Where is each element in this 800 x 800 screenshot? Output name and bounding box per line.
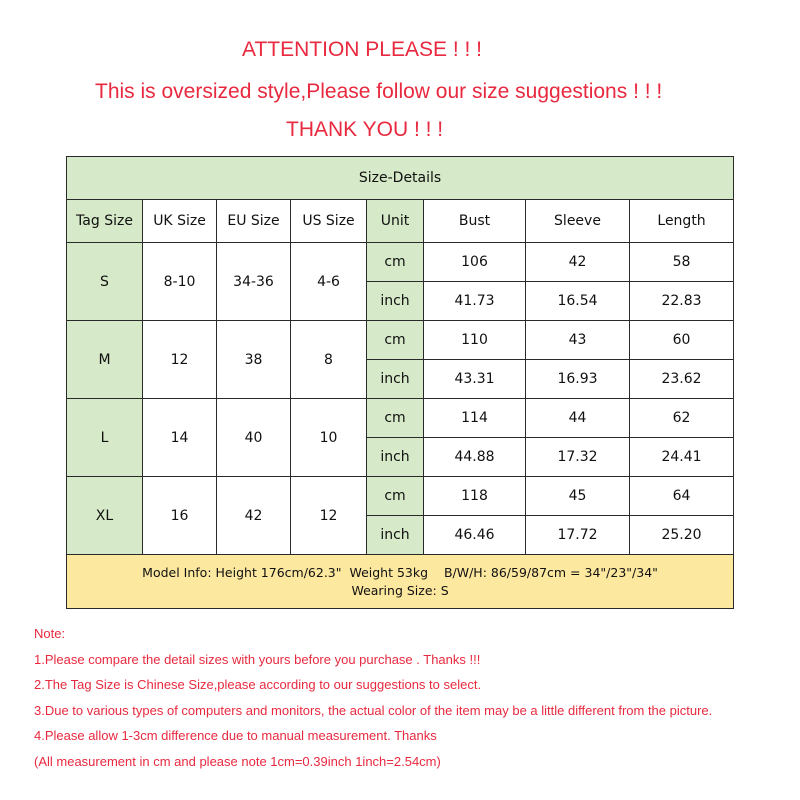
unit-cell: cm [367, 243, 424, 282]
bust-cell: 118 [424, 477, 526, 516]
sleeve-cell: 42 [526, 243, 630, 282]
length-cell: 60 [630, 321, 734, 360]
column-header: Sleeve [526, 200, 630, 243]
column-header: Length [630, 200, 734, 243]
sleeve-cell: 45 [526, 477, 630, 516]
unit-cell: inch [367, 516, 424, 555]
length-cell: 62 [630, 399, 734, 438]
us-size-cell: 4-6 [291, 243, 367, 321]
table-row [67, 399, 734, 438]
model-info-text: Model Info: Height 176cm/62.3" Weight 53kg B/W/H: 86/59/87cm = 34"/23"/34" [142, 564, 658, 580]
sleeve-cell: 43 [526, 321, 630, 360]
sleeve-cell: 16.54 [526, 282, 630, 321]
uk-size-cell: 14 [143, 399, 217, 477]
length-cell: 25.20 [630, 516, 734, 555]
note-item: 4.Please allow 1-3cm difference due to manual measurement. Thanks [34, 728, 437, 743]
unit-cell: inch [367, 438, 424, 477]
us-size-cell: 12 [291, 477, 367, 555]
column-header: Unit [367, 200, 424, 243]
sleeve-cell: 44 [526, 399, 630, 438]
uk-size-cell: 12 [143, 321, 217, 399]
table-title-row [67, 157, 734, 200]
table-header-row [67, 200, 734, 243]
uk-size-cell: 8-10 [143, 243, 217, 321]
attention-heading: ATTENTION PLEASE ! ! ! [242, 38, 482, 61]
wearing-size-text: Wearing Size: S [351, 582, 449, 598]
note-item: 3.Due to various types of computers and monitors, the actual color of the item may be a little different from the picture. [34, 702, 713, 718]
notes-section [34, 626, 712, 779]
table-title: Size-Details [67, 157, 734, 200]
tag-size-cell: S [67, 243, 143, 321]
length-cell: 58 [630, 243, 734, 282]
column-header: Tag Size [67, 200, 143, 243]
note-item: 2.The Tag Size is Chinese Size,please according to our suggestions to select. [34, 677, 482, 692]
unit-cell: inch [367, 360, 424, 399]
column-header: US Size [291, 200, 367, 243]
sleeve-cell: 17.72 [526, 516, 630, 555]
oversized-notice: This is oversized style,Please follow our size suggestions ! ! ! [95, 80, 663, 103]
bust-cell: 106 [424, 243, 526, 282]
eu-size-cell: 42 [217, 477, 291, 555]
length-cell: 22.83 [630, 282, 734, 321]
length-cell: 23.62 [630, 360, 734, 399]
us-size-cell: 8 [291, 321, 367, 399]
sleeve-cell: 17.32 [526, 438, 630, 477]
tag-size-cell: L [67, 399, 143, 477]
column-header: Bust [424, 200, 526, 243]
table-row [67, 477, 734, 516]
bust-cell: 41.73 [424, 282, 526, 321]
bust-cell: 114 [424, 399, 526, 438]
note-item: 1.Please compare the detail sizes with yours before you purchase . Thanks !!! [34, 651, 481, 667]
notes-heading: Note: [34, 626, 66, 641]
eu-size-cell: 38 [217, 321, 291, 399]
column-header: UK Size [143, 200, 217, 243]
length-cell: 64 [630, 477, 734, 516]
us-size-cell: 10 [291, 399, 367, 477]
unit-cell: inch [367, 282, 424, 321]
sleeve-cell: 16.93 [526, 360, 630, 399]
column-header: EU Size [217, 200, 291, 243]
model-info-cell [67, 555, 734, 609]
bust-cell: 43.31 [424, 360, 526, 399]
bust-cell: 110 [424, 321, 526, 360]
unit-cell: cm [367, 477, 424, 516]
uk-size-cell: 16 [143, 477, 217, 555]
note-item: (All measurement in cm and please note 1cm=0.39inch 1inch=2.54cm) [34, 753, 441, 769]
length-cell: 24.41 [630, 438, 734, 477]
unit-cell: cm [367, 399, 424, 438]
tag-size-cell: M [67, 321, 143, 399]
unit-cell: cm [367, 321, 424, 360]
size-chart-table [66, 156, 734, 609]
tag-size-cell: XL [67, 477, 143, 555]
eu-size-cell: 34-36 [217, 243, 291, 321]
thank-you-text: THANK YOU ! ! ! [286, 118, 444, 141]
table-row [67, 243, 734, 282]
model-info-row [67, 555, 734, 609]
bust-cell: 46.46 [424, 516, 526, 555]
table-row [67, 321, 734, 360]
bust-cell: 44.88 [424, 438, 526, 477]
eu-size-cell: 40 [217, 399, 291, 477]
